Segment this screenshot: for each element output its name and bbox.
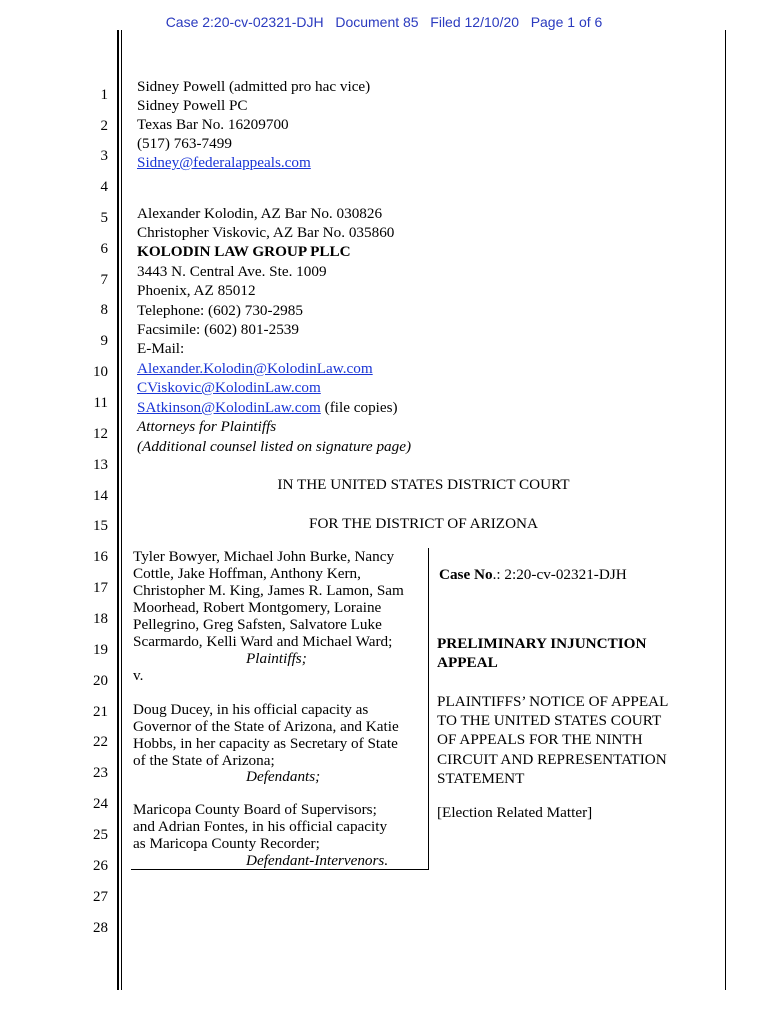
line-number: 23	[93, 765, 108, 781]
line-number: 4	[100, 179, 108, 195]
line-number: 24	[93, 796, 108, 812]
powell-email-link[interactable]: Sidney@federalappeals.com	[137, 154, 311, 171]
line-number: 25	[93, 827, 108, 843]
counsel-powell-name: Sidney Powell (admitted pro hac vice)	[137, 78, 371, 95]
versus: v.	[133, 667, 144, 684]
election-related-matter: [Election Related Matter]	[437, 804, 593, 821]
header-document: Document 85	[335, 14, 419, 30]
line-number: 8	[100, 302, 108, 318]
counsel-email1-line	[137, 359, 373, 378]
defendants-line: of the State of Arizona;	[133, 752, 275, 769]
intervenors-line: as Maricopa County Recorder;	[133, 835, 320, 852]
additional-counsel-note: (Additional counsel listed on signature page)	[137, 438, 412, 455]
intervenors-line: Maricopa County Board of Supervisors;	[133, 801, 377, 818]
intervenors-label: Defendant-Intervenors.	[246, 852, 389, 869]
notice-title-line: CIRCUIT AND REPRESENTATION	[437, 751, 667, 768]
line-number: 21	[93, 704, 108, 720]
atkinson-email-link[interactable]: SAtkinson@KolodinLaw.com	[137, 399, 321, 416]
defendants-line: Doug Ducey, in his official capacity as	[133, 701, 369, 718]
line-number: 27	[93, 889, 108, 905]
counsel-firm-name: KOLODIN LAW GROUP PLLC	[137, 243, 351, 260]
right-margin-rule	[725, 30, 726, 990]
file-copies-note: (file copies)	[320, 399, 398, 416]
plaintiffs-line: Moorhead, Robert Montgomery, Loraine	[133, 599, 382, 616]
case-number-value: .: 2:20-cv-02321-DJH	[492, 566, 627, 583]
line-number: 20	[93, 673, 108, 689]
counsel-powell-firm: Sidney Powell PC	[137, 97, 248, 114]
line-number: 6	[100, 241, 108, 257]
ecf-header	[0, 14, 768, 30]
case-number-label: Case No	[439, 566, 493, 583]
line-number: 5	[100, 210, 108, 226]
counsel-viskovic: Christopher Viskovic, AZ Bar No. 035860	[137, 224, 395, 241]
line-number: 22	[93, 734, 108, 750]
notice-title-line: PLAINTIFFS’ NOTICE OF APPEAL	[437, 693, 669, 710]
line-number: 7	[100, 272, 108, 288]
counsel-powell-email-line	[137, 153, 311, 172]
counsel-address-line2: Phoenix, AZ 85012	[137, 282, 256, 299]
line-number: 19	[93, 642, 108, 658]
plaintiffs-line: Scarmardo, Kelli Ward and Michael Ward;	[133, 633, 393, 650]
viskovic-email-link[interactable]: CViskovic@KolodinLaw.com	[137, 379, 321, 396]
header-case: Case 2:20-cv-02321-DJH	[165, 14, 324, 30]
line-number: 28	[93, 920, 108, 936]
notice-title-line: OF APPEALS FOR THE NINTH	[437, 731, 643, 748]
line-number: 3	[100, 148, 108, 164]
line-number: 18	[93, 611, 108, 627]
line-number: 2	[100, 118, 108, 134]
counsel-kolodin: Alexander Kolodin, AZ Bar No. 030826	[137, 205, 383, 222]
intervenors-line: and Adrian Fontes, in his official capacity	[133, 818, 388, 835]
counsel-email3-line	[137, 398, 398, 417]
notice-title-line: STATEMENT	[437, 770, 525, 787]
counsel-powell-bar: Texas Bar No. 16209700	[137, 116, 289, 133]
plaintiffs-line: Christopher M. King, James R. Lamon, Sam	[133, 582, 404, 599]
header-filed: Filed 12/10/20	[430, 14, 520, 30]
notice-title-line: TO THE UNITED STATES COURT	[437, 712, 662, 729]
plaintiffs-label: Plaintiffs;	[246, 650, 307, 667]
defendants-line: Hobbs, in her capacity as Secretary of State	[133, 735, 398, 752]
court-title-line1: IN THE UNITED STATES DISTRICT COURT	[277, 476, 570, 493]
pi-appeal-line1: PRELIMINARY INJUNCTION	[437, 635, 647, 652]
line-number: 12	[93, 426, 108, 442]
defendants-label: Defendants;	[246, 768, 321, 785]
line-number: 16	[93, 549, 108, 565]
header-page: Page 1 of 6	[530, 14, 603, 30]
caption-vertical-rule	[428, 548, 429, 870]
counsel-email-label: E-Mail:	[137, 340, 185, 357]
plaintiffs-line: Cottle, Jake Hoffman, Anthony Kern,	[133, 565, 361, 582]
kolodin-email-link[interactable]: Alexander.Kolodin@KolodinLaw.com	[137, 360, 373, 377]
counsel-facsimile: Facsimile: (602) 801-2539	[137, 321, 299, 338]
counsel-telephone: Telephone: (602) 730-2985	[137, 302, 303, 319]
line-number: 11	[93, 395, 108, 411]
counsel-address-line1: 3443 N. Central Ave. Ste. 1009	[137, 263, 327, 280]
caption-bottom-rule	[131, 869, 429, 870]
case-number	[439, 565, 627, 584]
counsel-powell-phone: (517) 763-7499	[137, 135, 232, 152]
line-number: 15	[93, 518, 108, 534]
pi-appeal-line2: APPEAL	[437, 654, 498, 671]
line-number: 14	[93, 488, 108, 504]
defendants-line: Governor of the State of Arizona, and Katie	[133, 718, 399, 735]
plaintiffs-line: Pellegrino, Greg Safsten, Salvatore Luke	[133, 616, 382, 633]
attorneys-for-plaintiffs: Attorneys for Plaintiffs	[137, 418, 277, 435]
line-number: 9	[100, 333, 108, 349]
line-number: 13	[93, 457, 108, 473]
court-title-line2: FOR THE DISTRICT OF ARIZONA	[309, 515, 538, 532]
plaintiffs-line: Tyler Bowyer, Michael John Burke, Nancy	[133, 548, 395, 565]
line-number: 1	[100, 87, 108, 103]
line-number: 10	[93, 364, 108, 380]
left-margin-rule-inner	[121, 30, 122, 990]
counsel-email2-line	[137, 378, 321, 397]
left-margin-rule-outer	[117, 30, 119, 990]
line-number: 26	[93, 858, 108, 874]
line-number: 17	[93, 580, 108, 596]
